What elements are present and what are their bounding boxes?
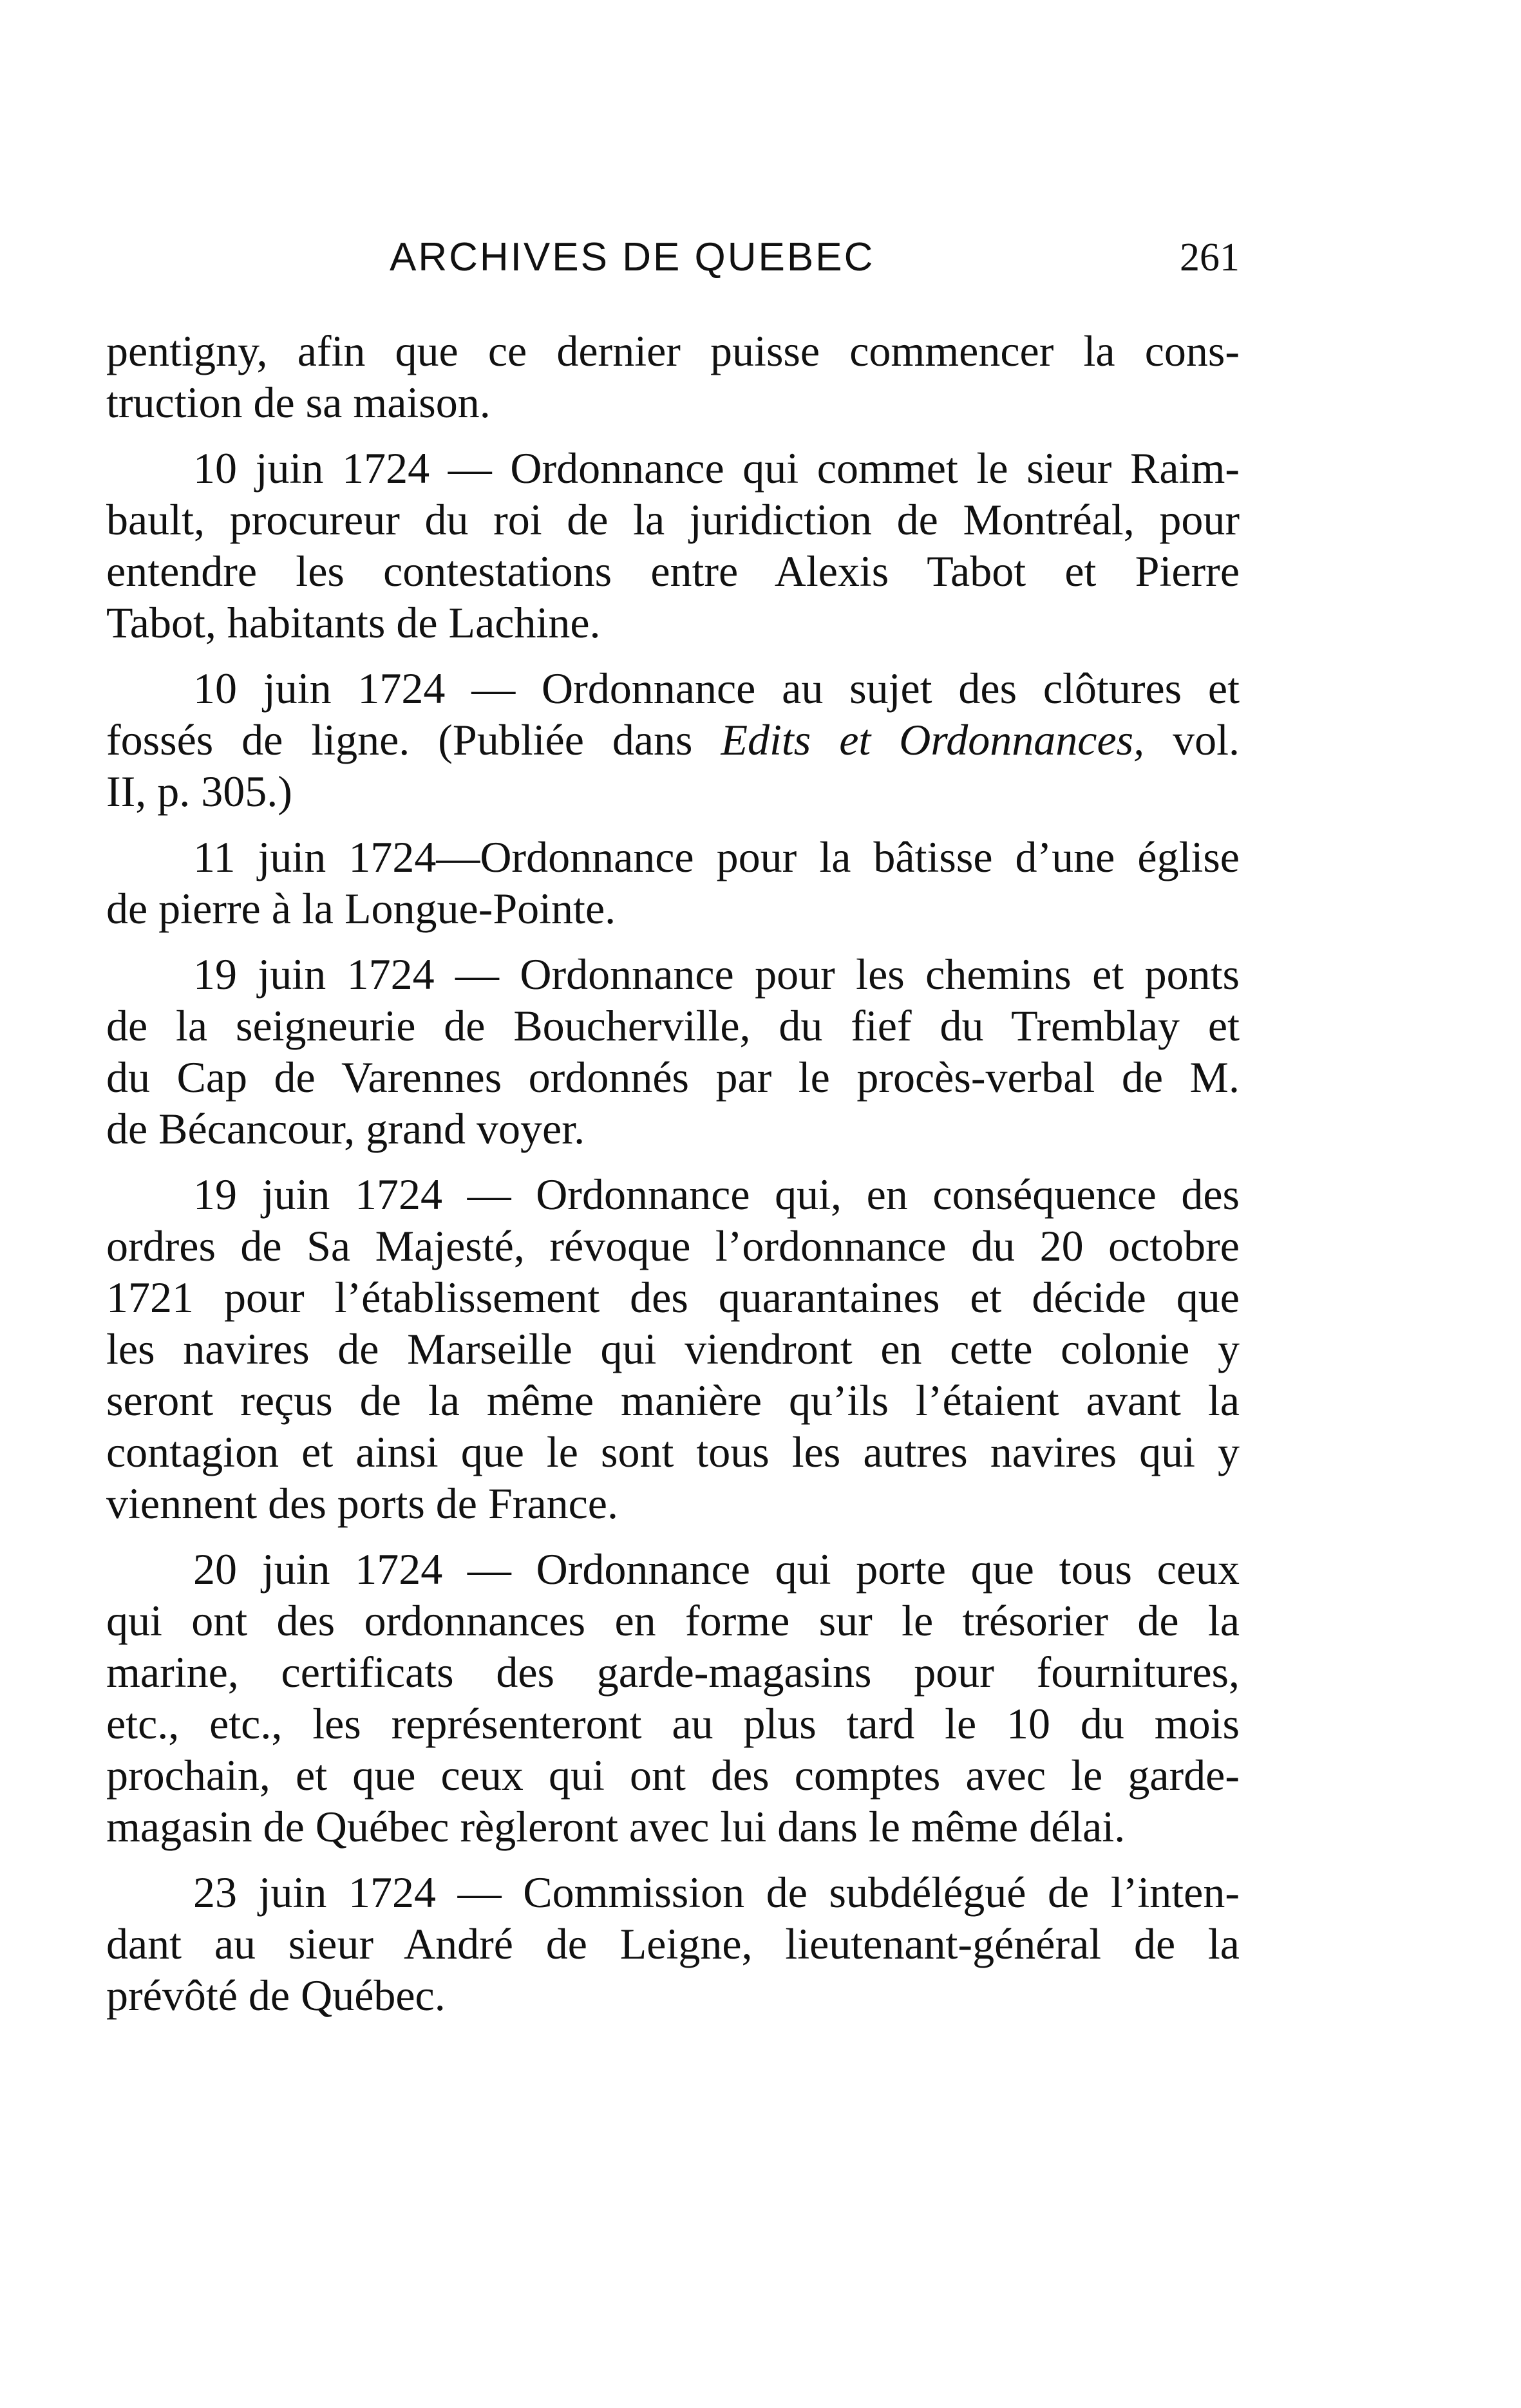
publication-title: Edits et Ordonnances, xyxy=(721,715,1145,764)
text-line: de la seigneurie de Boucherville, du fief du Tremblay et xyxy=(106,1001,1240,1050)
text-line: pentigny, afin que ce dernier puisse commencer la cons- xyxy=(106,326,1240,375)
paragraph-continuation xyxy=(106,325,1240,428)
text-line: marine, certificats des garde-magasins pour fournitures, xyxy=(106,1648,1240,1697)
text-line: viennent des ports de France. xyxy=(106,1479,618,1528)
paragraph-entry xyxy=(106,442,1240,648)
text-line: Tabot, habitants de Lachine. xyxy=(106,598,601,647)
text-line: qui ont des ordonnances en forme sur le trésorier de la xyxy=(106,1596,1240,1645)
text-line: prochain, et que ceux qui ont des comptes avec le garde- xyxy=(106,1751,1240,1800)
text-line: du Cap de Varennes ordonnés par le procès-verbal de M. xyxy=(106,1053,1240,1102)
text-segment: fossés de ligne. (Publiée dans xyxy=(106,715,721,764)
text-line: les navires de Marseille qui viendront en cette colonie y xyxy=(106,1324,1240,1373)
page-number: 261 xyxy=(1180,236,1240,279)
text-line: de pierre à la Longue-Pointe. xyxy=(106,884,616,933)
text-line: 19 juin 1724 — Ordonnance pour les chemins et ponts xyxy=(193,950,1240,999)
text-line: bault, procureur du roi de la juridiction de Montréal, pour xyxy=(106,495,1240,544)
running-title: ARCHIVES DE QUEBEC xyxy=(390,235,875,279)
text-line: ordres de Sa Majesté, révoque l’ordonnance du 20 octobre xyxy=(106,1221,1240,1270)
text-line: 10 juin 1724 — Ordonnance au sujet des clôtures et xyxy=(193,664,1240,713)
paragraph-entry xyxy=(106,1169,1240,1529)
text-line: 1721 pour l’établissement des quarantaines et décide que xyxy=(106,1273,1240,1322)
text-line: 20 juin 1724 — Ordonnance qui porte que tous ceux xyxy=(193,1545,1240,1594)
body-text xyxy=(106,325,1240,2035)
paragraph-entry xyxy=(106,663,1240,817)
text-line: 19 juin 1724 — Ordonnance qui, en conséquence des xyxy=(193,1170,1240,1219)
text-line: contagion et ainsi que le sont tous les autres navires qui y xyxy=(106,1427,1240,1476)
text-line: 11 juin 1724—Ordonnance pour la bâtisse d’une église xyxy=(193,832,1240,881)
text-line: de Bécancour, grand voyer. xyxy=(106,1104,585,1153)
text-line: II, p. 305.) xyxy=(106,767,292,816)
text-line: etc., etc., les représenteront au plus tard le 10 du mois xyxy=(106,1699,1240,1748)
text-line: 10 juin 1724 — Ordonnance qui commet le sieur Raim- xyxy=(193,444,1240,493)
text-line: 23 juin 1724 — Commission de subdélégué de l’inten- xyxy=(193,1868,1240,1917)
text-line: prévôté de Québec. xyxy=(106,1971,446,2020)
text-line: seront reçus de la même manière qu’ils l’étaient avant la xyxy=(106,1376,1240,1425)
paragraph-entry xyxy=(106,1867,1240,2021)
text-segment: vol. xyxy=(1144,715,1240,764)
text-line: magasin de Québec règleront avec lui dans le même délai. xyxy=(106,1802,1126,1851)
text-line: dant au sieur André de Leigne, lieutenant-général de la xyxy=(106,1919,1240,1968)
running-header xyxy=(106,229,1240,287)
paragraph-entry xyxy=(106,831,1240,934)
paragraph-entry xyxy=(106,1543,1240,1852)
paragraph-entry xyxy=(106,948,1240,1154)
text-line xyxy=(106,714,1240,766)
text-line: entendre les contestations entre Alexis Tabot et Pierre xyxy=(106,547,1240,596)
text-line: truction de sa maison. xyxy=(106,378,491,427)
